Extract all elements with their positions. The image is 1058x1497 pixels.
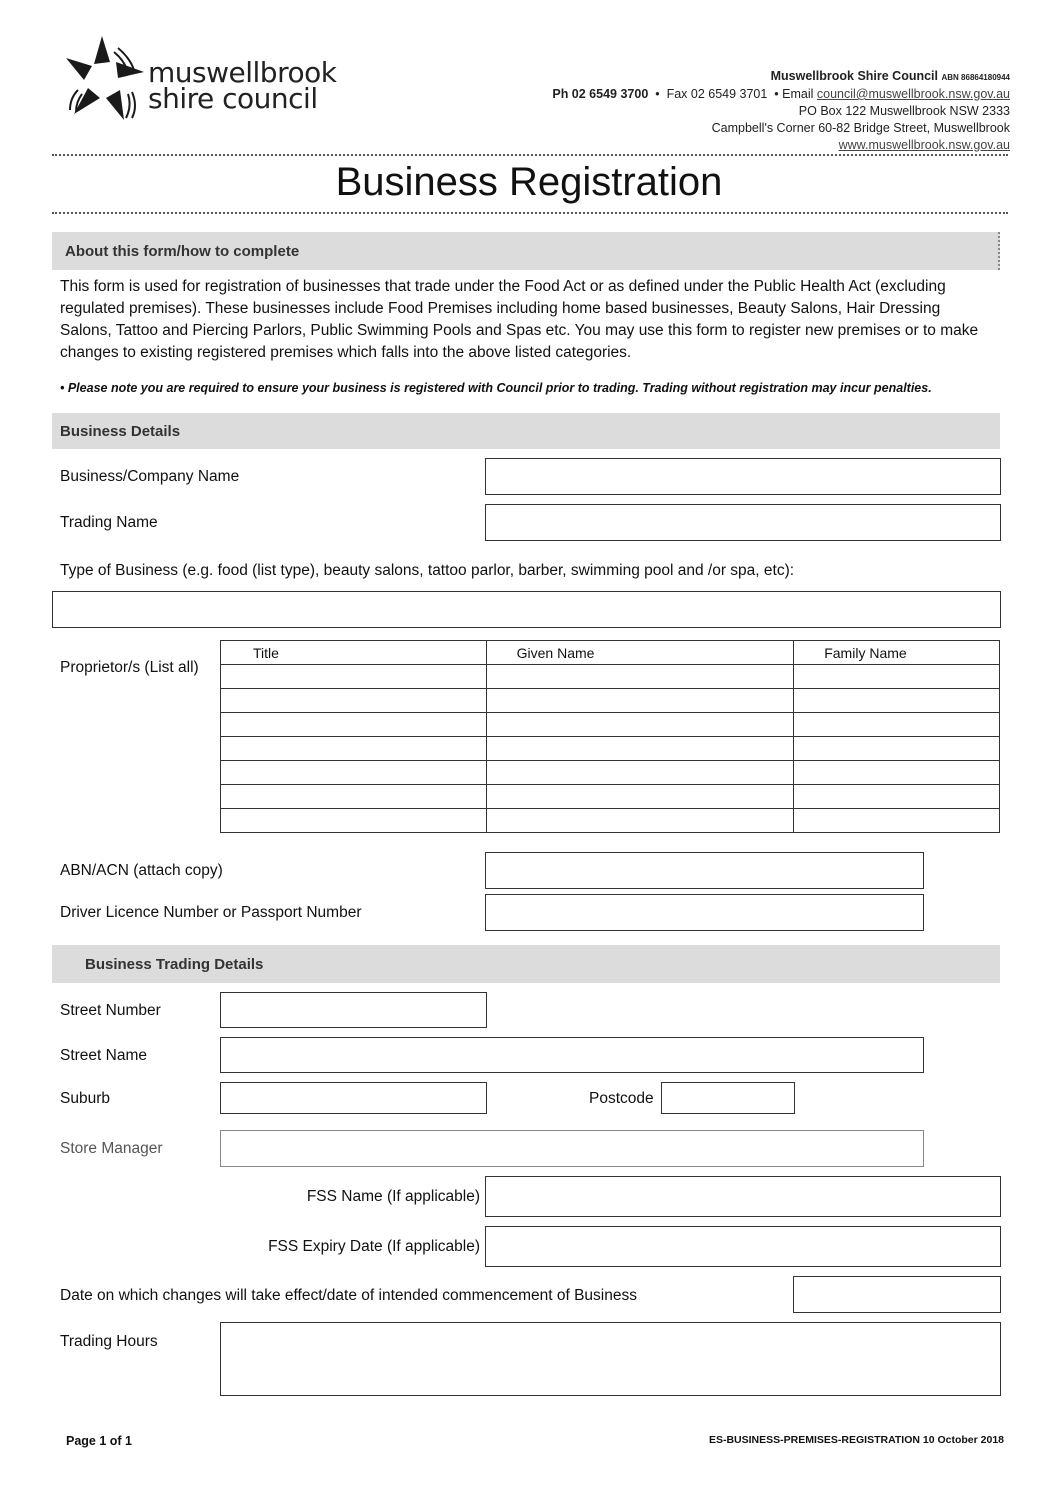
column-title: Title — [221, 641, 487, 665]
logo-line-2: shire council — [148, 82, 318, 115]
family-name-cell[interactable] — [794, 761, 1000, 785]
column-given-name: Given Name — [486, 641, 794, 665]
abn-field[interactable] — [485, 852, 924, 889]
po-box: PO Box 122 Muswellbrook NSW 2333 — [798, 104, 1010, 118]
council-logo-icon — [58, 32, 150, 126]
family-name-cell[interactable] — [794, 665, 1000, 689]
page-title: Business Registration — [335, 160, 723, 204]
commencement-date-label: Date on which changes will take effect/date of intended commencement of Business — [60, 1287, 637, 1304]
trading-hours-label: Trading Hours — [60, 1333, 158, 1350]
family-name-cell[interactable] — [794, 809, 1000, 833]
phone-line: Ph 02 6549 3700 • Fax 02 6549 3701 • Email council@muswellbrook.nsw.gov.au — [552, 87, 1010, 101]
proprietors-table — [220, 640, 1000, 833]
licence-label: Driver Licence Number or Passport Number — [60, 904, 362, 921]
title-cell[interactable] — [221, 689, 487, 713]
table-row — [221, 737, 1000, 761]
table-row — [221, 665, 1000, 689]
table-row — [221, 785, 1000, 809]
trading-details-heading — [52, 945, 1000, 983]
given-name-cell[interactable] — [486, 665, 794, 689]
family-name-cell[interactable] — [794, 785, 1000, 809]
company-name-field[interactable] — [485, 458, 1001, 495]
proprietors-label: Proprietor/s (List all) — [60, 659, 199, 676]
org-line — [552, 68, 1010, 86]
fss-name-label: FSS Name (If applicable) — [306, 1188, 480, 1205]
commencement-date-field[interactable] — [793, 1276, 1001, 1313]
given-name-cell[interactable] — [486, 737, 794, 761]
logo-wordmark — [148, 56, 337, 115]
title-cell[interactable] — [221, 809, 487, 833]
given-name-cell[interactable] — [486, 761, 794, 785]
abn-label: ABN/ACN (attach copy) — [60, 862, 223, 879]
abn: ABN 86864180944 — [941, 73, 1010, 82]
business-details-heading — [52, 413, 1000, 449]
phone: Ph 02 6549 3700 — [552, 87, 649, 101]
trading-name-field[interactable] — [485, 504, 1001, 541]
family-name-cell[interactable] — [794, 737, 1000, 761]
fax: Fax 02 6549 3701 — [666, 87, 768, 101]
street-address: Campbell's Corner 60-82 Bridge Street, Muswellbrook — [711, 121, 1010, 135]
email-link[interactable]: council@muswellbrook.nsw.gov.au — [816, 87, 1010, 101]
table-row — [221, 761, 1000, 785]
business-type-label: Type of Business (e.g. food (list type), beauty salons, tattoo parlor, barber, swimming pool and /or spa, etc): — [60, 562, 795, 579]
title-cell[interactable] — [221, 665, 487, 689]
website-link[interactable]: www.muswellbrook.nsw.gov.au — [838, 138, 1010, 152]
trading-name-label: Trading Name — [60, 514, 158, 531]
table-row — [221, 809, 1000, 833]
suburb-field[interactable] — [220, 1082, 487, 1114]
given-name-cell[interactable] — [486, 713, 794, 737]
street-number-label: Street Number — [60, 1002, 161, 1019]
street-number-field[interactable] — [220, 992, 487, 1028]
divider-title — [52, 212, 1008, 214]
trading-details-heading-text: Business Trading Details — [85, 956, 264, 973]
family-name-cell[interactable] — [794, 689, 1000, 713]
column-family-name: Family Name — [794, 641, 1000, 665]
email-label: Email — [782, 87, 814, 101]
page-number: Page 1 of 1 — [66, 1434, 132, 1448]
title-cell[interactable] — [221, 713, 487, 737]
company-name-label: Business/Company Name — [60, 468, 240, 485]
about-heading-text: About this form/how to complete — [65, 243, 300, 260]
logo-line-1: muswellbrook — [148, 56, 337, 89]
street-name-field[interactable] — [220, 1037, 924, 1073]
title-cell[interactable] — [221, 785, 487, 809]
business-type-field[interactable] — [52, 591, 1001, 628]
suburb-label: Suburb — [60, 1090, 110, 1107]
title-cell[interactable] — [221, 761, 487, 785]
title-cell[interactable] — [221, 737, 487, 761]
table-header-row — [221, 641, 1000, 665]
fss-expiry-field[interactable] — [485, 1226, 1001, 1267]
table-row — [221, 713, 1000, 737]
postcode-label: Postcode — [589, 1090, 654, 1107]
fss-name-field[interactable] — [485, 1176, 1001, 1217]
penalty-note: • Please note you are required to ensure your business is registered with Council prior to trading. Trading without registration may incur penalties. — [60, 381, 932, 395]
licence-field[interactable] — [485, 894, 924, 931]
family-name-cell[interactable] — [794, 713, 1000, 737]
org-name: Muswellbrook Shire Council — [770, 69, 939, 83]
fss-expiry-label: FSS Expiry Date (If applicable) — [268, 1238, 480, 1255]
postcode-field[interactable] — [661, 1082, 795, 1114]
contact-block — [552, 68, 1010, 154]
store-manager-field[interactable] — [220, 1130, 924, 1167]
trading-hours-field[interactable] — [220, 1322, 1001, 1396]
given-name-cell[interactable] — [486, 809, 794, 833]
street-name-label: Street Name — [60, 1047, 148, 1064]
divider-top — [52, 154, 1008, 156]
business-details-heading-text: Business Details — [60, 423, 181, 440]
given-name-cell[interactable] — [486, 689, 794, 713]
store-manager-label: Store Manager — [60, 1140, 163, 1157]
about-heading — [52, 232, 1000, 270]
about-paragraph: This form is used for registration of businesses that trade under the Food Act or as defined under the Public Health Act (excluding regulated premises). These businesses include Food Premises including home based businesses, Beauty Salons, Hair Dressing Salons, Tattoo and Piercing Parlors, Public Swimming Pools and Spas etc. You may use this form to register new premises or to make changes to existing registered premises which falls into the above listed categories. — [60, 278, 979, 361]
form-code: ES-BUSINESS-PREMISES-REGISTRATION 10 October 2018 — [708, 1434, 1004, 1446]
given-name-cell[interactable] — [486, 785, 794, 809]
table-row — [221, 689, 1000, 713]
